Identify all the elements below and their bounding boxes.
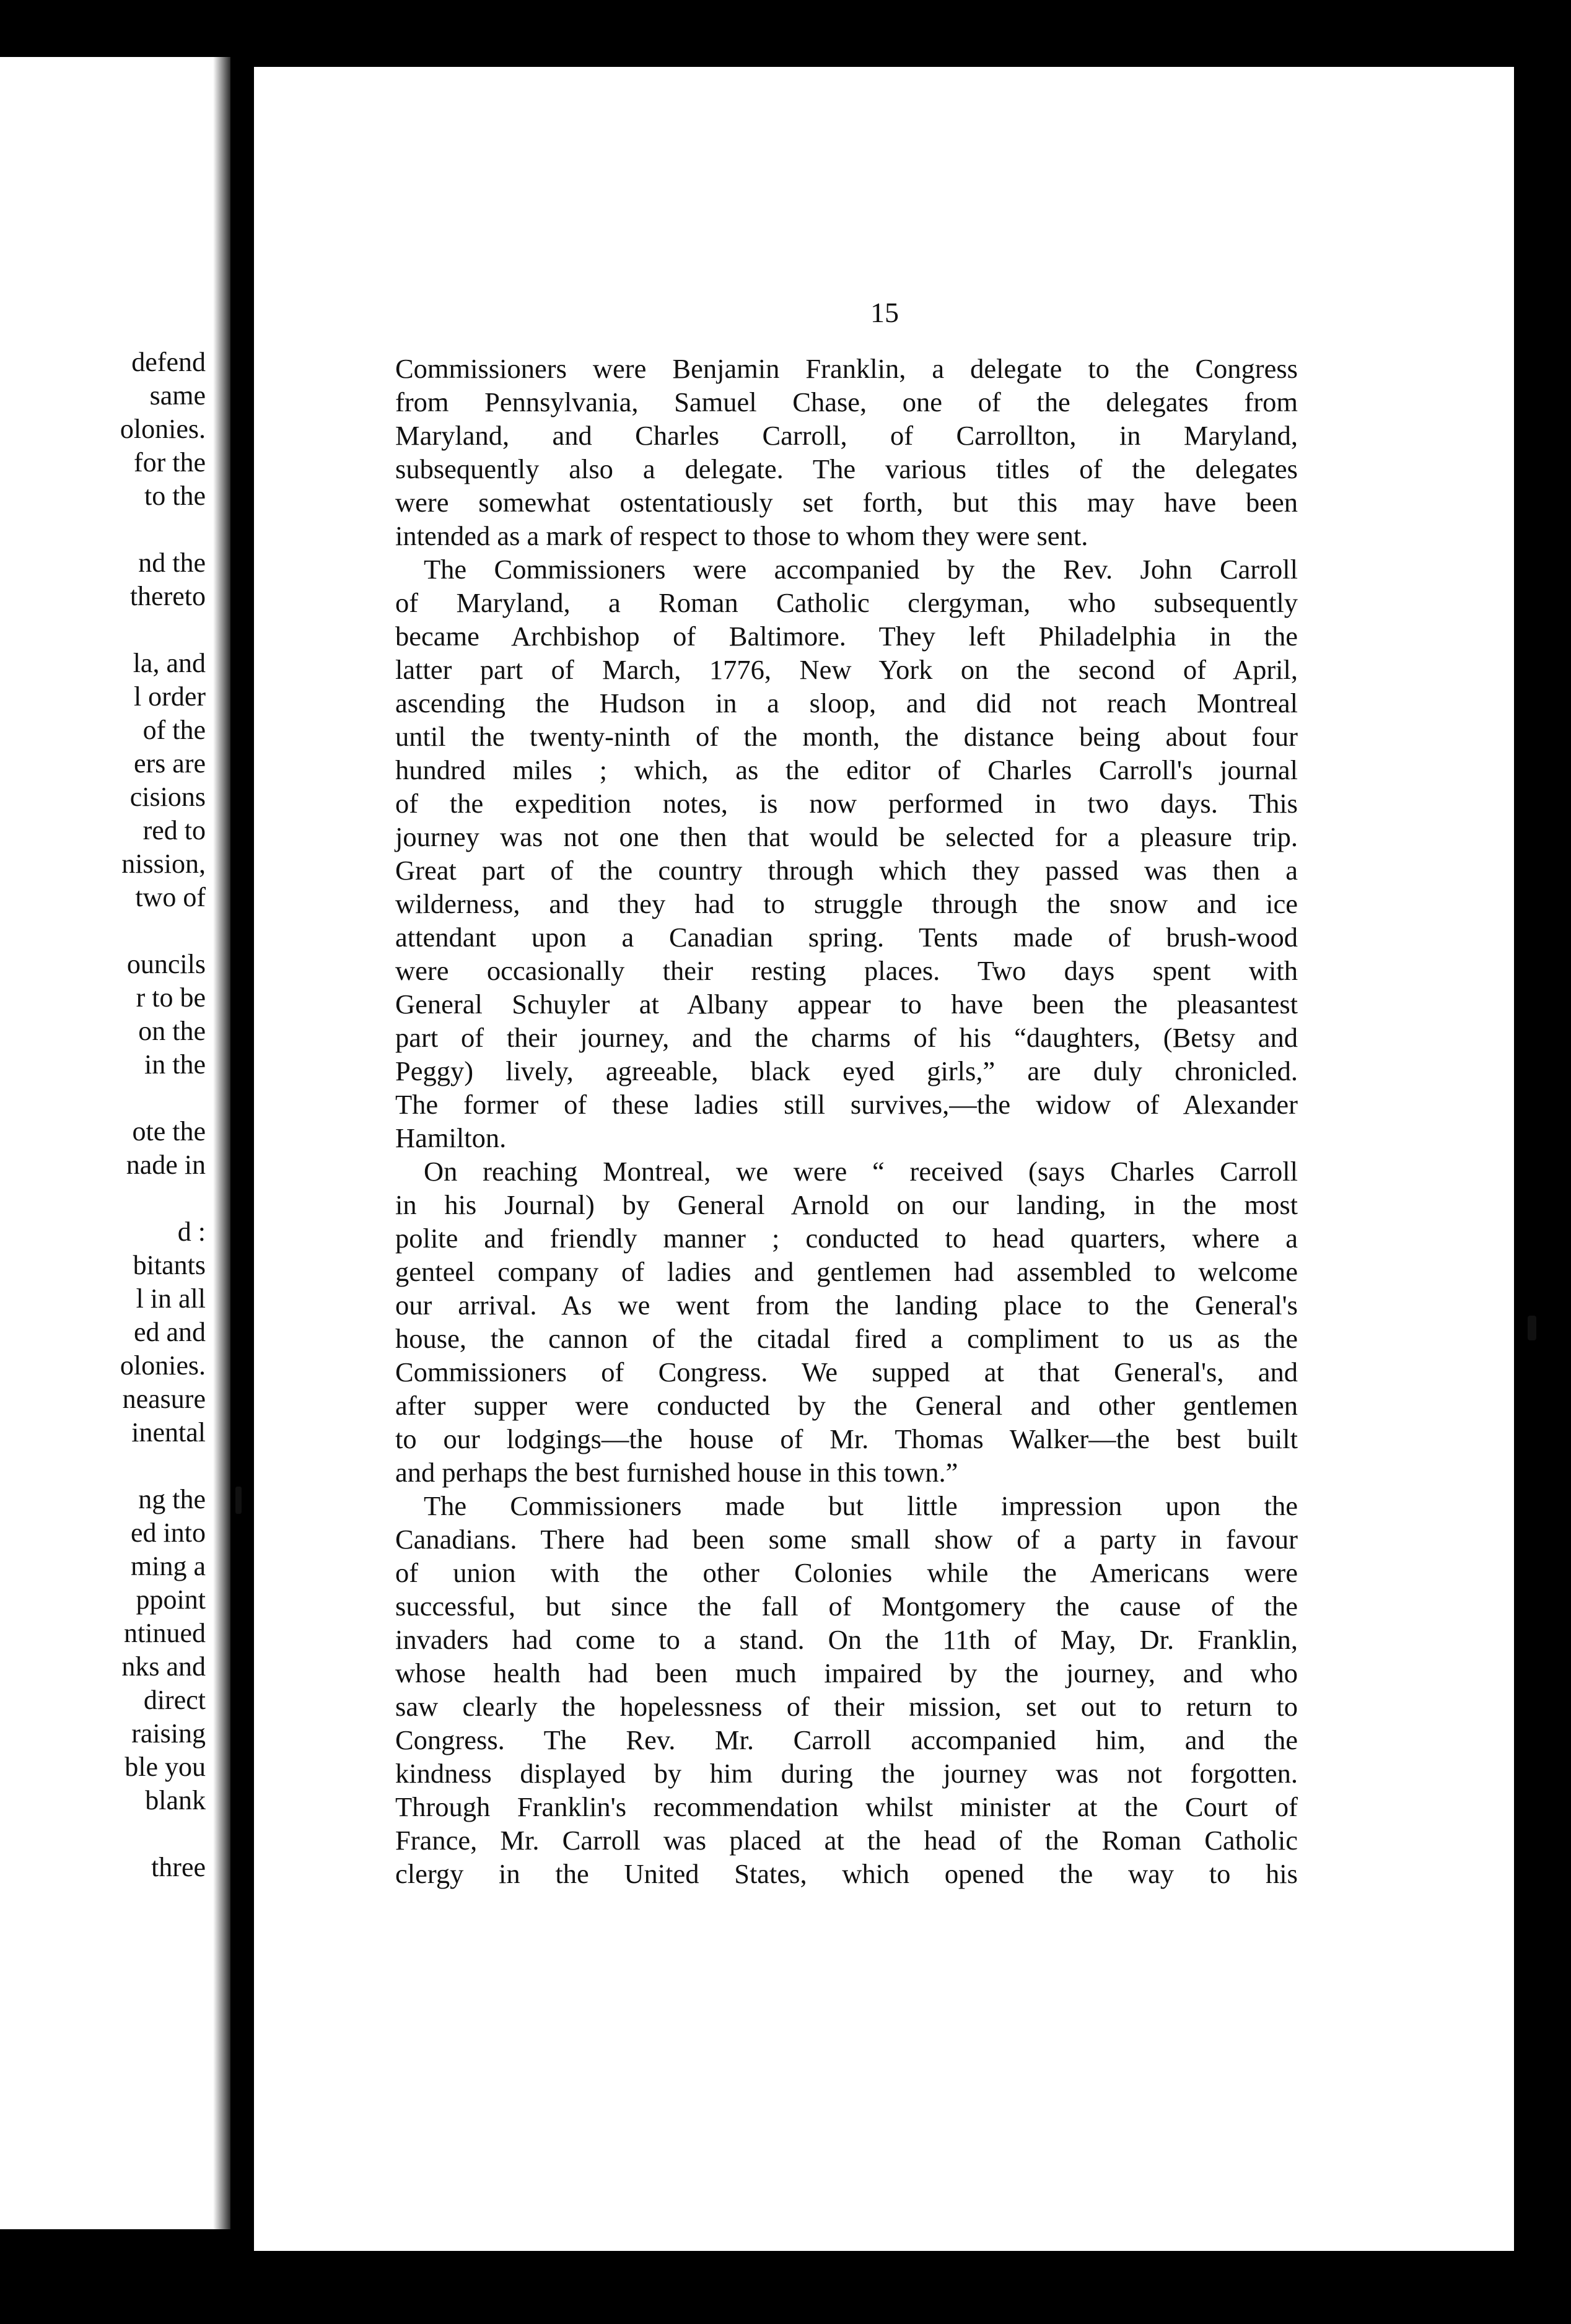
text-line: The Commissioners were accompanied by the Rev. John Carroll [424, 554, 1298, 585]
text-line: Peggy) lively, agreeable, black eyed girls,” are duly chronicled. [395, 1055, 1298, 1086]
left-page-line: ouncils [126, 949, 206, 979]
left-page-line: on the [138, 1016, 206, 1046]
left-page-line: la, and [133, 648, 206, 678]
text-line: whose health had been much impaired by the journey, and who [395, 1658, 1298, 1688]
text-line: after supper were conducted by the General and other gentlemen [395, 1390, 1298, 1421]
left-facing-page [0, 57, 230, 2229]
text-line: Through Franklin's recommendation whilst minister at the Court of [395, 1791, 1298, 1822]
text-line: subsequently also a delegate. The various titles of the delegates [395, 453, 1298, 484]
text-line: from Pennsylvania, Samuel Chase, one of the delegates from [395, 387, 1298, 417]
left-page-line: ers are [133, 748, 206, 779]
left-page-line: ed and [133, 1317, 206, 1347]
text-line: kindness displayed by him during the journey was not forgotten. [395, 1758, 1298, 1789]
left-page-line: of the [142, 715, 206, 745]
gutter-shadow [213, 57, 230, 2229]
left-page-line: inental [131, 1417, 206, 1448]
gutter-mark [235, 1487, 242, 1514]
left-page-line: direct [143, 1685, 206, 1715]
left-page-line: olonies. [120, 1350, 206, 1381]
left-page-line: nade in [126, 1150, 206, 1180]
text-line: successful, but since the fall of Montgomery the cause of the [395, 1591, 1298, 1622]
left-page-line: blank [145, 1785, 206, 1815]
left-page-line: nks and [121, 1651, 206, 1682]
left-page-line: l order [133, 681, 206, 712]
text-line: of the expedition notes, is now performed in two days. This [395, 788, 1298, 819]
text-line: Commissioners of Congress. We supped at that General's, and [395, 1356, 1298, 1387]
left-page-line: raising [131, 1718, 206, 1749]
left-page-line: l in all [136, 1283, 206, 1314]
text-line: journey was not one then that would be selected for a pleasure trip. [395, 821, 1298, 852]
text-line: Congress. The Rev. Mr. Carroll accompanied him, and the [395, 1724, 1298, 1755]
text-line: invaders had come to a stand. On the 11th of May, Dr. Franklin, [395, 1624, 1298, 1655]
text-line: part of their journey, and the charms of his “daughters, (Betsy and [395, 1022, 1298, 1053]
paragraph [395, 1489, 1298, 1890]
left-page-line: olonies. [120, 414, 206, 444]
left-page-line: nission, [121, 849, 206, 879]
text-line: Great part of the country through which they passed was then a [395, 855, 1298, 886]
text-line: were occasionally their resting places. Two days spent with [395, 955, 1298, 986]
text-line: until the twenty-ninth of the month, the distance being about four [395, 721, 1298, 752]
text-line: The former of these ladies still survives,—the widow of Alexander [395, 1089, 1298, 1120]
edge-mark [1528, 1316, 1536, 1340]
left-page-line: ppoint [136, 1584, 206, 1615]
text-line: attendant upon a Canadian spring. Tents made of brush-wood [395, 922, 1298, 953]
paragraph [395, 553, 1298, 1155]
left-page-line: bitants [133, 1250, 206, 1280]
text-line: became Archbishop of Baltimore. They left Philadelphia in the [395, 621, 1298, 652]
text-line: in his Journal) by General Arnold on our landing, in the most [395, 1189, 1298, 1220]
left-page-line: neasure [122, 1384, 206, 1414]
text-line: intended as a mark of respect to those to whom they were sent. [395, 520, 1088, 551]
text-line: clergy in the United States, which opened the way to his [395, 1858, 1298, 1889]
text-line: latter part of March, 1776, New York on the second of April, [395, 654, 1298, 685]
text-line: Canadians. There had been some small show of a party in favour [395, 1524, 1298, 1555]
left-page-line: cisions [129, 782, 206, 812]
left-page-line: for the [133, 447, 206, 478]
left-page-line: two of [135, 882, 206, 912]
left-page-line: defend [131, 347, 206, 377]
text-line: General Schuyler at Albany appear to have been the pleasantest [395, 989, 1298, 1020]
left-page-line: red to [142, 815, 206, 845]
left-page-line: d : [177, 1217, 206, 1247]
paragraph [395, 352, 1298, 553]
left-page-line: thereto [129, 581, 206, 611]
text-line: were somewhat ostentatiously set forth, but this may have been [395, 487, 1298, 518]
text-line: wilderness, and they had to struggle through the snow and ice [395, 888, 1298, 919]
left-page-line: ntinued [124, 1618, 206, 1648]
text-line: France, Mr. Carroll was placed at the head of the Roman Catholic [395, 1825, 1298, 1856]
page-number: 15 [870, 297, 899, 328]
left-page-line: to the [144, 481, 206, 511]
text-line: hundred miles ; which, as the editor of Charles Carroll's journal [395, 754, 1298, 785]
text-line: to our lodgings—the house of Mr. Thomas Walker—the best built [395, 1423, 1298, 1454]
text-line: of Maryland, a Roman Catholic clergyman, who subsequently [395, 587, 1298, 618]
paragraph [395, 1155, 1298, 1489]
text-line: house, the cannon of the citadal fired a compliment to us as the [395, 1323, 1298, 1354]
text-line: and perhaps the best furnished house in this town.” [395, 1457, 958, 1488]
text-line: polite and friendly manner ; conducted to head quarters, where a [395, 1223, 1298, 1254]
left-page-line: ble you [125, 1752, 206, 1782]
text-line: our arrival. As we went from the landing place to the General's [395, 1290, 1298, 1321]
text-line: Maryland, and Charles Carroll, of Carrollton, in Maryland, [395, 420, 1298, 451]
left-page-line: ed into [131, 1518, 206, 1548]
text-line: The Commissioners made but little impression upon the [424, 1490, 1298, 1521]
text-line: saw clearly the hopelessness of their mission, set out to return to [395, 1691, 1298, 1722]
left-page-line: r to be [136, 982, 206, 1013]
text-line: of union with the other Colonies while the Americans were [395, 1557, 1298, 1588]
body-text [395, 352, 1298, 1890]
text-line: Commissioners were Benjamin Franklin, a delegate to the Congress [395, 353, 1298, 384]
left-page-line: same [149, 380, 206, 411]
text-line: ascending the Hudson in a sloop, and did not reach Montreal [395, 688, 1298, 719]
right-page [254, 67, 1514, 2251]
left-page-line: ming a [131, 1551, 206, 1581]
left-page-line: in the [144, 1049, 206, 1080]
left-page-line: ng the [138, 1484, 206, 1514]
text-line: Hamilton. [395, 1122, 507, 1153]
left-page-line: ote the [132, 1116, 206, 1147]
text-line: On reaching Montreal, we were “ received (says Charles Carroll [424, 1156, 1298, 1187]
left-page-line: nd the [138, 548, 206, 578]
text-line: genteel company of ladies and gentlemen had assembled to welcome [395, 1256, 1298, 1287]
left-page-line: three [151, 1852, 206, 1882]
